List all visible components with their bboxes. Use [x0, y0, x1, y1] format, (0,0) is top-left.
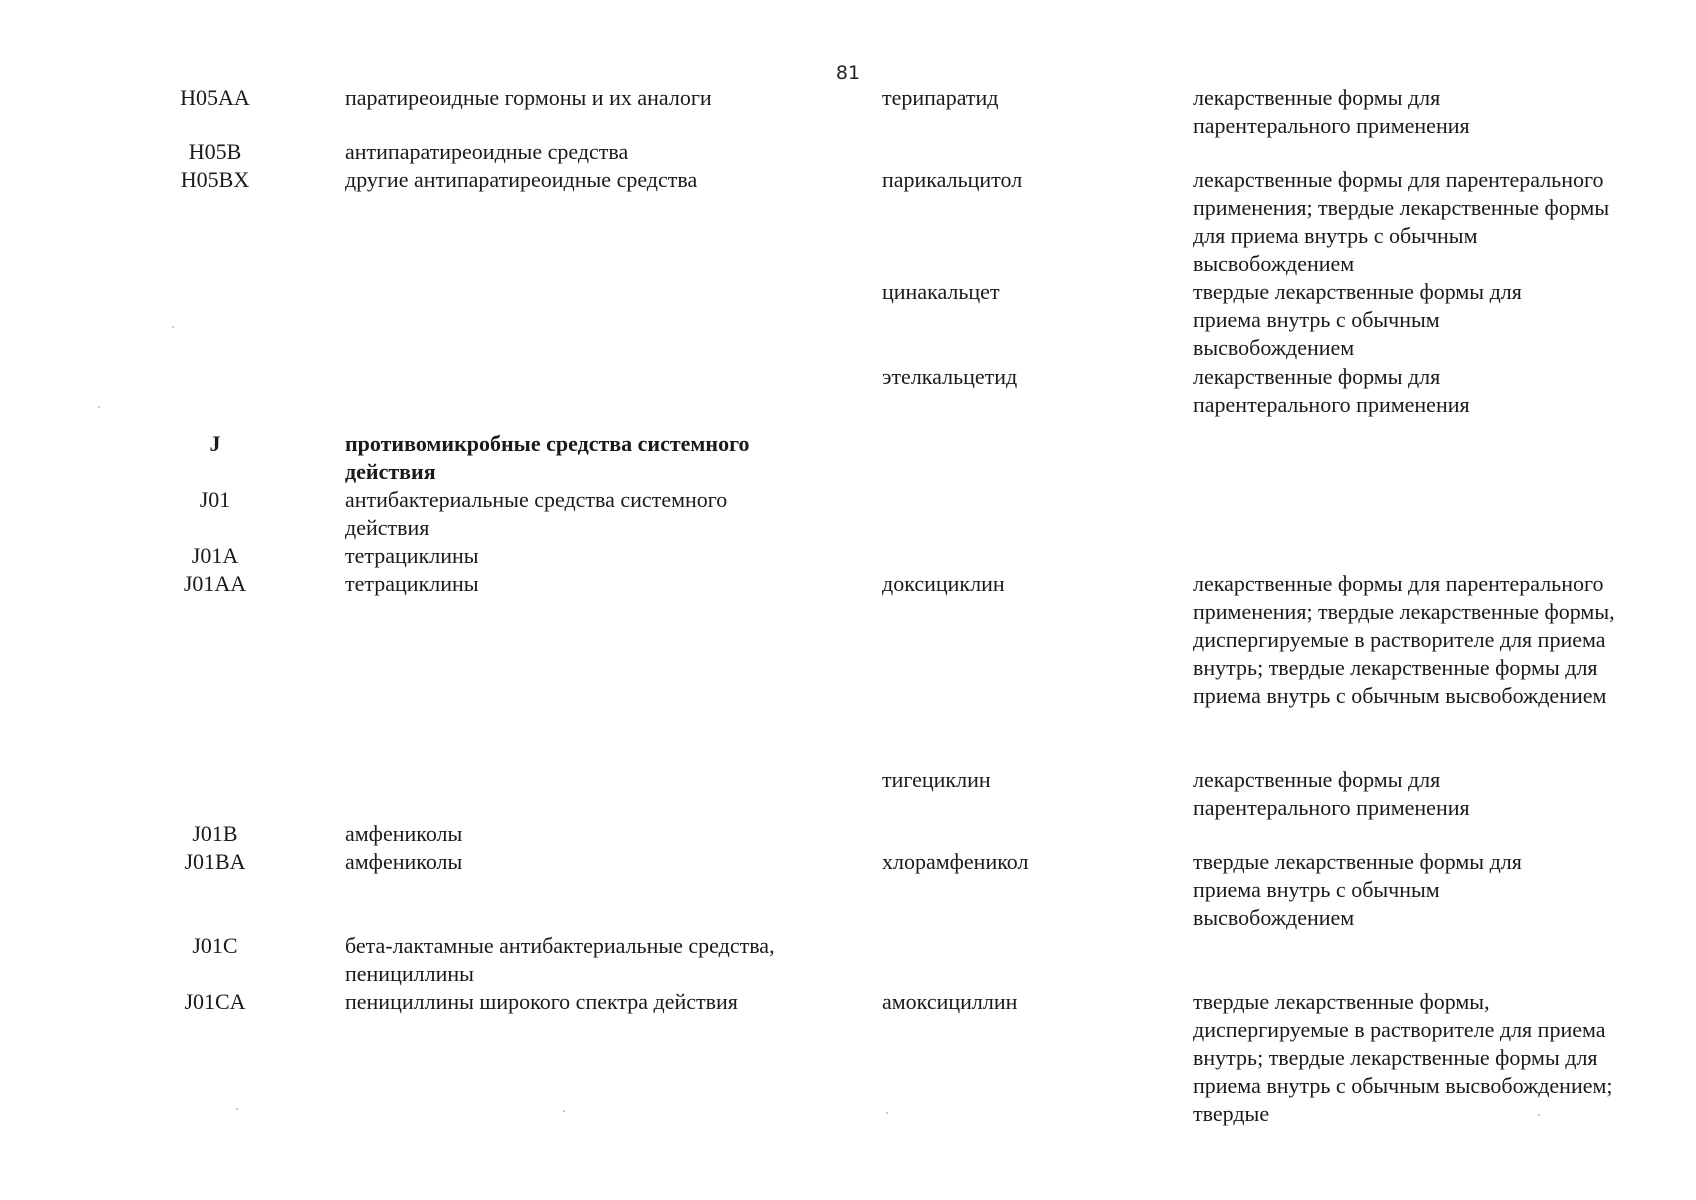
atc-code: J01: [199, 487, 231, 512]
group-name: бета-лактамные антибактериальные средства, пенициллины: [345, 933, 775, 986]
atc-code: J01CA: [184, 989, 246, 1014]
group-name: антибактериальные средства системного действия: [345, 487, 728, 540]
atc-code: J: [209, 431, 221, 456]
scan-speck: [563, 1110, 565, 1112]
drug-name: доксициклин: [882, 571, 1005, 596]
group-name: тетрациклины: [345, 571, 479, 596]
atc-code: H05BX: [180, 167, 250, 192]
drug-name: цинакальцет: [882, 279, 1000, 304]
atc-code: H05B: [188, 139, 242, 164]
atc-code: H05AA: [180, 85, 250, 110]
dosage-form: твердые лекарственные формы, диспергируемые в растворителе для приема внутрь; твердые лекарственные формы для приема внутрь с обычным высвобождением; твердые: [1193, 989, 1613, 1126]
scan-speck: [98, 406, 100, 408]
scan-speck: [236, 1108, 238, 1110]
atc-code: J01BA: [184, 849, 246, 874]
drug-name: хлорамфеникол: [882, 849, 1029, 874]
dosage-form: лекарственные формы для парентерального применения: [1193, 364, 1470, 417]
scan-speck: [1538, 1114, 1540, 1116]
group-name: тетрациклины: [345, 543, 479, 568]
group-name: пенициллины широкого спектра действия: [345, 989, 738, 1014]
drug-name: терипаратид: [882, 85, 999, 110]
atc-code: J01A: [191, 543, 239, 568]
dosage-form: твердые лекарственные формы для приема внутрь с обычным высвобождением: [1193, 849, 1522, 930]
group-name: антипаратиреоидные средства: [345, 139, 629, 164]
dosage-form: лекарственные формы для парентерального применения; твердые лекарственные формы для приема внутрь с обычным высвобождением: [1193, 167, 1610, 276]
drug-name: амоксициллин: [882, 989, 1018, 1014]
atc-code: J01B: [192, 821, 238, 846]
page-number: 81: [835, 62, 861, 84]
group-name: паратиреоидные гормоны и их аналоги: [345, 85, 712, 110]
drug-name: этелкальцетид: [882, 364, 1018, 389]
dosage-form: лекарственные формы для парентерального применения; твердые лекарственные формы, диспергируемые в растворителе для приема внутрь; твердые лекарственные формы для приема внутрь с обычным высвобождением: [1193, 571, 1615, 708]
atc-code: J01AA: [183, 571, 247, 596]
group-name: противомикробные средства системного действия: [345, 431, 750, 484]
scan-speck: [172, 326, 174, 328]
drug-name: парикальцитол: [882, 167, 1023, 192]
group-name: другие антипаратиреоидные средства: [345, 167, 698, 192]
group-name: амфениколы: [345, 849, 463, 874]
drug-name: тигециклин: [882, 767, 991, 792]
group-name: амфениколы: [345, 821, 463, 846]
atc-code: J01C: [192, 933, 238, 958]
dosage-form: лекарственные формы для парентерального применения: [1193, 767, 1470, 820]
dosage-form: лекарственные формы для парентерального применения: [1193, 85, 1470, 138]
dosage-form: твердые лекарственные формы для приема внутрь с обычным высвобождением: [1193, 279, 1522, 360]
scan-speck: [886, 1112, 888, 1114]
